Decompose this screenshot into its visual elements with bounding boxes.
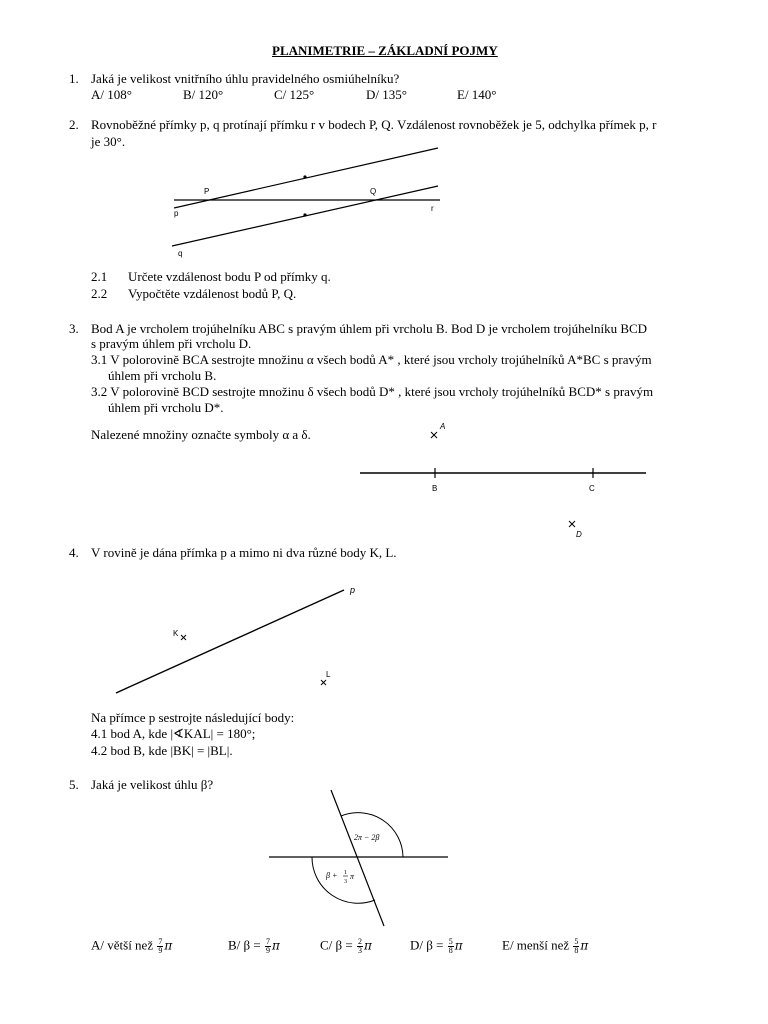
label-D: D xyxy=(576,530,582,539)
q5-option-d-pre: D/ β = xyxy=(410,937,447,953)
label-K: K xyxy=(173,629,179,638)
q5-text: Jaká je velikost úhlu β? xyxy=(91,777,214,792)
tick-mark-p xyxy=(303,175,306,178)
label-r: r xyxy=(431,204,434,213)
q4-text: V rovině je dána přímka p a mimo ni dva různé body K, L. xyxy=(91,545,397,560)
q2-sub2-text: Vypočtěte vzdálenost bodů P, Q. xyxy=(128,286,297,301)
angle-bottom-label-post: π xyxy=(350,872,355,881)
point-K-cross xyxy=(181,635,186,640)
q1-option-c: C/ 125° xyxy=(274,87,315,102)
q3-sub1-line1: 3.1 V polorovině BCA sestrojte množinu α všech bodů A* , které jsou vrcholy trojúhelníků A*BC s pravým xyxy=(91,352,652,367)
q5-figure xyxy=(268,788,450,928)
q5-option-b-pre: B/ β = xyxy=(228,937,264,953)
q1-option-d: D/ 135° xyxy=(366,87,407,102)
q5-option-b-num: 7 xyxy=(265,937,270,946)
q5-option-d xyxy=(410,938,463,955)
q1-option-b: B/ 120° xyxy=(183,87,224,102)
q1-text: Jaká je velikost vnitřního úhlu pravidelného osmiúhelníku? xyxy=(91,71,400,86)
q5-option-c xyxy=(320,938,372,955)
q5-option-a-post: π xyxy=(164,938,173,953)
q3-figure xyxy=(358,418,674,546)
line-p xyxy=(116,590,344,693)
angle-top-label: 2π − 2β xyxy=(354,833,380,842)
q4-figure-svg xyxy=(110,578,370,700)
page-title: PLANIMETRIE – ZÁKLADNÍ POJMY xyxy=(272,43,498,58)
q5-option-e-pre: E/ menší než xyxy=(502,937,573,953)
q2-text-line1: Rovnoběžné přímky p, q protínají přímku r v bodech P, Q. Vzdálenost rovnoběžek je 5, odchylka přímek p, r xyxy=(91,117,657,132)
q4-figure xyxy=(110,578,370,700)
q2-sub2-number: 2.2 xyxy=(91,286,108,301)
q5-option-e-fraction xyxy=(573,938,579,955)
label-p: p xyxy=(174,209,179,218)
q3-sub2-line2: úhlem při vrcholu D*. xyxy=(108,400,224,415)
q5-option-b-den: 9 xyxy=(265,946,270,955)
q3-note: Nalezené množiny označte symboly α a δ. xyxy=(91,427,311,442)
label-L: L xyxy=(326,670,331,679)
label-p: p xyxy=(350,585,356,595)
q5-option-b-fraction xyxy=(265,938,271,955)
label-q: q xyxy=(178,249,183,258)
label-P: P xyxy=(204,187,210,196)
q3-text-line1: Bod A je vrcholem trojúhelníku ABC s pravým úhlem při vrcholu B. Bod D je vrcholem trojúhelníku BCD xyxy=(91,321,648,336)
q5-option-c-num: 2 xyxy=(357,937,362,946)
q5-option-a-fraction xyxy=(157,938,163,955)
q5-option-c-den: 3 xyxy=(357,946,362,955)
angle-bottom-label-pre: β + xyxy=(326,871,338,880)
q2-sub1-text: Určete vzdálenost bodu P od přímky q. xyxy=(128,269,331,284)
tick-mark-q xyxy=(303,213,306,216)
q5-option-c-post: π xyxy=(363,938,372,953)
q4-sub2: 4.2 bod B, kde |BK| = |BL|. xyxy=(91,743,233,758)
q3-sub1-line2: úhlem při vrcholu B. xyxy=(108,368,217,383)
q4-number: 4. xyxy=(69,545,79,560)
q5-option-e-den: 8 xyxy=(574,946,579,955)
label-A: A xyxy=(440,422,446,431)
q3-figure-svg xyxy=(358,418,674,546)
q1-number: 1. xyxy=(69,71,79,86)
q1-option-a: A/ 108° xyxy=(91,87,132,102)
q5-option-c-fraction xyxy=(357,938,363,955)
angle-bottom-frac-num: 1 xyxy=(344,870,347,876)
q2-text-line2: je 30°. xyxy=(91,134,126,149)
q5-option-a-num: 7 xyxy=(158,937,163,946)
q4-instruction: Na přímce p sestrojte následující body: xyxy=(91,710,295,725)
q5-option-b-post: π xyxy=(271,938,280,953)
point-D-cross xyxy=(569,521,575,527)
q5-option-e xyxy=(502,938,588,955)
q5-option-d-num: 5 xyxy=(448,937,453,946)
q2-figure xyxy=(166,144,456,260)
q5-option-a-pre: A/ větší než xyxy=(91,937,157,953)
q3-text-line2: s pravým úhlem při vrcholu D. xyxy=(91,336,252,351)
q1-option-e: E/ 140° xyxy=(457,87,497,102)
q2-number: 2. xyxy=(69,117,79,132)
q5-option-e-post: π xyxy=(580,938,589,953)
q5-option-e-num: 5 xyxy=(574,937,579,946)
q2-sub1-number: 2.1 xyxy=(91,269,108,284)
q3-number: 3. xyxy=(69,321,79,336)
q5-option-a-den: 9 xyxy=(158,946,163,955)
q5-option-a xyxy=(91,938,172,955)
q3-sub2-line1: 3.2 V polorovině BCD sestrojte množinu δ všech bodů D* , které jsou vrcholy trojúhelníků BCD* s pravým xyxy=(91,384,654,399)
label-C: C xyxy=(589,484,595,493)
point-A-cross xyxy=(431,432,437,438)
q5-option-d-post: π xyxy=(454,938,463,953)
q5-figure-svg xyxy=(268,788,450,928)
q5-option-d-den: 8 xyxy=(448,946,453,955)
q5-number: 5. xyxy=(69,777,79,792)
q5-option-c-pre: C/ β = xyxy=(320,937,356,953)
label-Q: Q xyxy=(370,187,377,196)
q5-option-d-fraction xyxy=(448,938,454,955)
point-L-cross xyxy=(321,680,326,685)
angle-bottom-frac-den: 3 xyxy=(344,879,347,885)
transversal-line xyxy=(331,790,384,926)
q2-figure-svg xyxy=(166,144,456,260)
label-B: B xyxy=(432,484,438,493)
q4-sub1: 4.1 bod A, kde |∢KAL| = 180°; xyxy=(91,726,256,741)
q5-option-b xyxy=(228,938,280,955)
